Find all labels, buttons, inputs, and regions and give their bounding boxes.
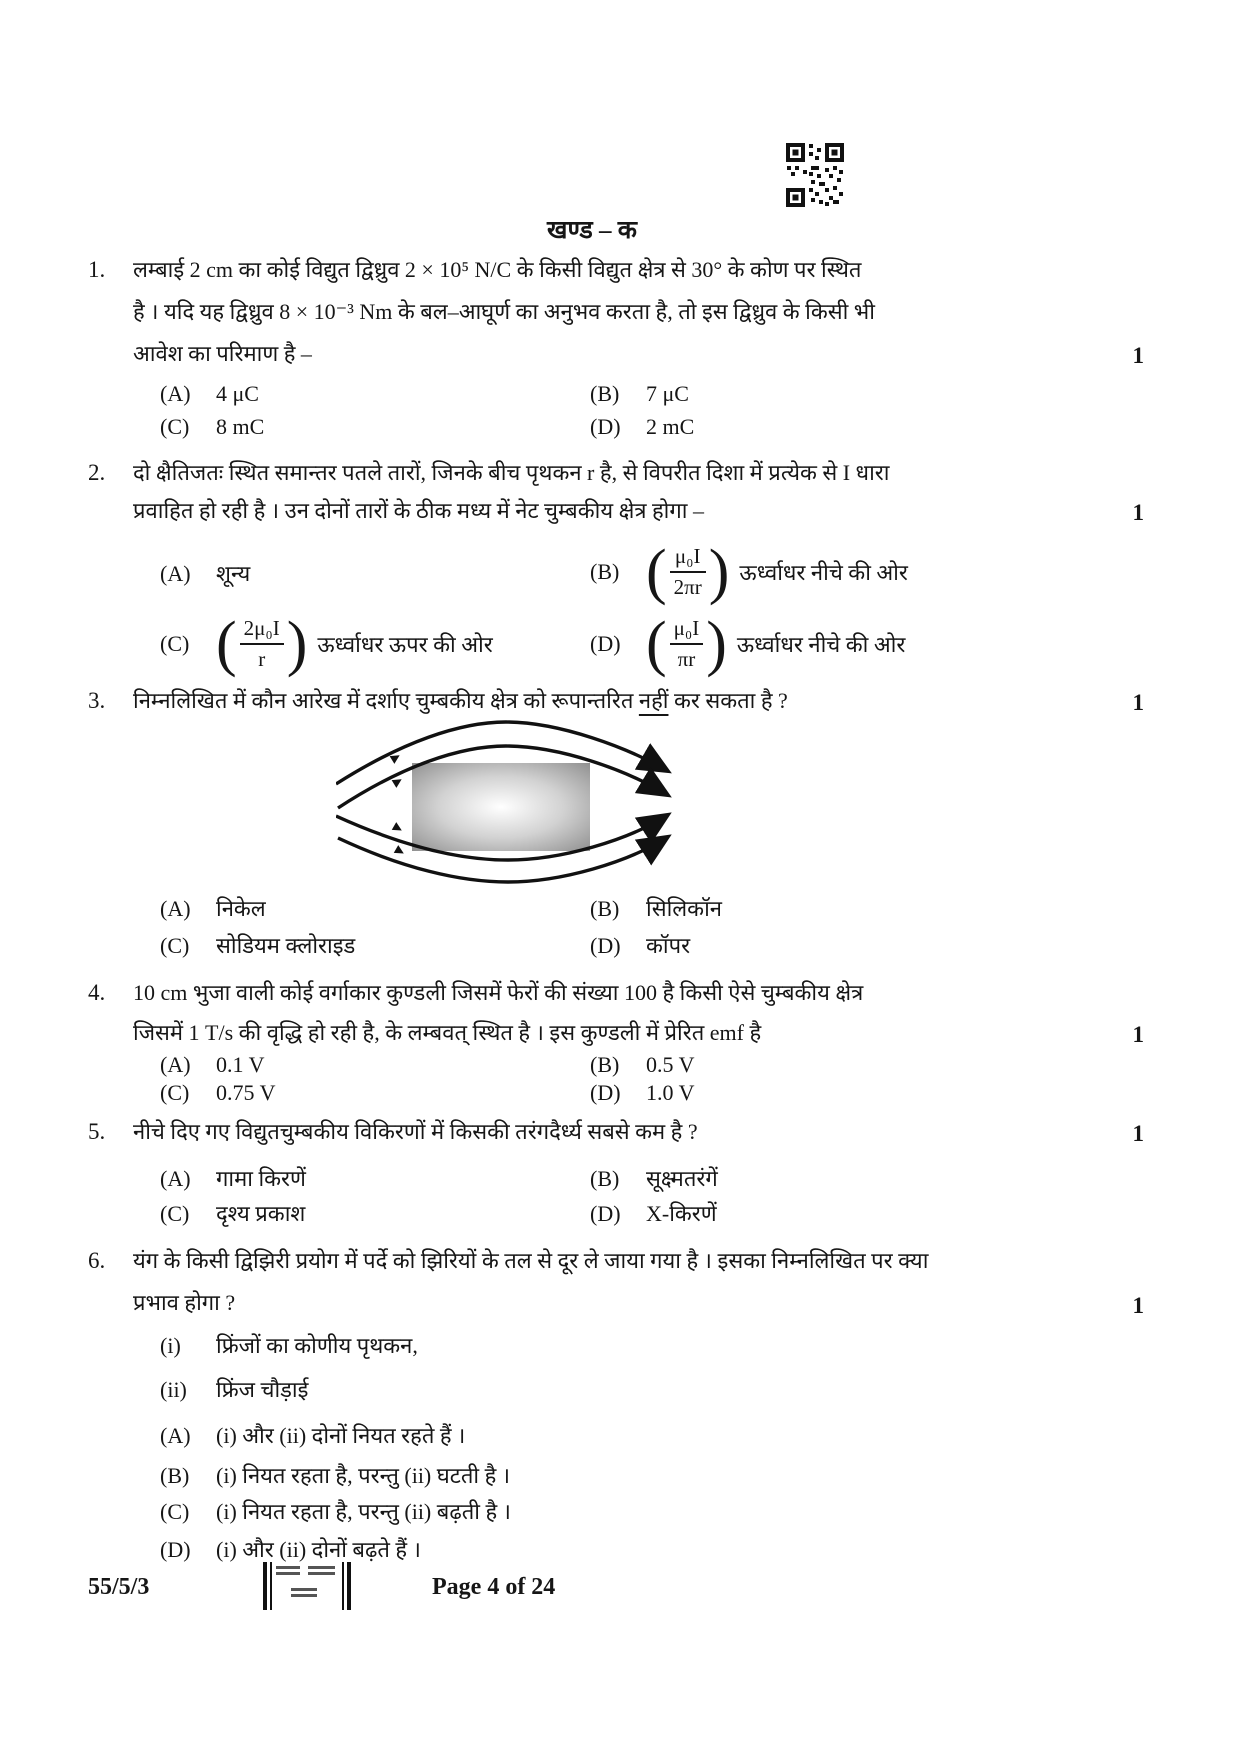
option-text: सिलिकॉन xyxy=(646,896,722,921)
option-text: ऊर्ध्वाधर नीचे की ओर xyxy=(739,560,908,585)
option-text: (i) और (ii) दोनों नियत रहते हैं । xyxy=(216,1423,466,1448)
option-label: (A) xyxy=(160,896,191,921)
question-3-marks: 1 xyxy=(1132,690,1144,715)
magnetic-field-figure xyxy=(336,718,672,890)
question-1-line: है । यदि यह द्विध्रुव 8 × 10⁻³ Nm के बल–आघूर्ण का अनुभव करता है, तो इस द्विध्रुव के किसी भी xyxy=(133,299,875,324)
question-5-option-d xyxy=(590,1198,717,1228)
question-3-text-before: निम्नलिखित में कौन आरेख में दर्शाए चुम्बकीय क्षेत्र को रूपान्तरित xyxy=(133,688,639,713)
option-label: (D) xyxy=(590,414,621,439)
option-label: (A) xyxy=(160,1166,191,1191)
option-label: (C) xyxy=(160,1080,190,1105)
question-3-number: 3. xyxy=(88,688,106,713)
option-text: (i) नियत रहता है, परन्तु (ii) बढ़ती है । xyxy=(216,1499,511,1524)
option-label: (C) xyxy=(160,1499,190,1524)
fraction-numerator: 2μ₀I xyxy=(240,616,284,645)
paper-code: 55/5/3 xyxy=(88,1574,150,1600)
subitem-label: (i) xyxy=(160,1333,181,1358)
option-label: (D) xyxy=(590,1080,621,1105)
option-text: 2 mC xyxy=(646,414,695,439)
option-text: ऊर्ध्वाधर ऊपर की ओर xyxy=(317,632,493,657)
option-text: गामा किरणें xyxy=(216,1166,306,1191)
question-6-subitem-i xyxy=(160,1330,418,1360)
option-text: दृश्य प्रकाश xyxy=(216,1201,306,1226)
option-label: (B) xyxy=(590,559,620,584)
right-parenthesis: ) xyxy=(706,609,727,678)
option-label: (A) xyxy=(160,381,191,406)
option-text: 4 μC xyxy=(216,381,259,406)
question-5-number: 5. xyxy=(88,1119,106,1144)
question-4-option-d xyxy=(590,1080,695,1106)
left-parenthesis: ( xyxy=(646,609,667,678)
fraction xyxy=(240,616,284,672)
question-4-line: जिसमें 1 T/s की वृद्धि हो रही है, के लम्बवत् स्थित है । इस कुण्डली में प्रेरित emf है xyxy=(133,1020,762,1045)
question-1-line: आवेश का परिमाण है – xyxy=(133,341,312,366)
option-label: (D) xyxy=(590,933,621,958)
gray-block xyxy=(412,763,590,851)
left-parenthesis: ( xyxy=(216,609,237,678)
option-label: (D) xyxy=(160,1537,191,1562)
question-6-line: यंग के किसी द्विझिरी प्रयोग में पर्दे को झिरियों के तल से दूर ले जाया गया है । इसका निम्नलिखित पर क्या xyxy=(133,1248,929,1273)
option-label: (B) xyxy=(160,1463,190,1488)
question-2-option-a xyxy=(160,558,250,588)
question-6-number: 6. xyxy=(88,1248,106,1273)
left-parenthesis: ( xyxy=(646,537,667,606)
question-4-option-c xyxy=(160,1080,276,1106)
question-6-marks: 1 xyxy=(1132,1293,1144,1318)
option-label: (C) xyxy=(160,414,190,439)
question-2-option-d xyxy=(590,602,905,686)
question-6-option-c xyxy=(160,1496,511,1526)
question-4-marks: 1 xyxy=(1132,1022,1144,1047)
option-text: सोडियम क्लोराइड xyxy=(216,933,356,958)
fraction-numerator: μ₀I xyxy=(670,544,706,573)
right-parenthesis: ) xyxy=(708,537,730,606)
question-6-option-d xyxy=(160,1534,421,1564)
option-label: (C) xyxy=(160,631,190,656)
option-label: (A) xyxy=(160,1423,191,1448)
subitem-text: फ्रिंज चौड़ाई xyxy=(216,1377,309,1402)
question-5-option-b xyxy=(590,1163,718,1193)
option-text: 0.1 V xyxy=(216,1052,265,1077)
question-1-option-c xyxy=(160,414,264,440)
question-4-option-a xyxy=(160,1052,265,1078)
option-text: 7 μC xyxy=(646,381,689,406)
option-label: (B) xyxy=(590,1052,620,1077)
option-label: (A) xyxy=(160,561,191,586)
question-4-option-b xyxy=(590,1052,695,1078)
question-6-line: प्रभाव होगा ? xyxy=(133,1290,236,1315)
question-4-line: 10 cm भुजा वाली कोई वर्गाकार कुण्डली जिसमें फेरों की संख्या 100 है किसी ऐसे चुम्बकीय क्षेत्र xyxy=(133,980,864,1005)
qr-code-icon xyxy=(785,142,845,208)
question-5-option-c xyxy=(160,1198,305,1228)
option-text: (i) और (ii) दोनों बढ़ते हैं । xyxy=(216,1537,421,1562)
option-text: 8 mC xyxy=(216,414,265,439)
question-2-line: प्रवाहित हो रही है । उन दोनों तारों के ठीक मध्य में नेट चुम्बकीय क्षेत्र होगा – xyxy=(133,498,704,523)
fraction xyxy=(670,544,706,600)
option-label: (B) xyxy=(590,896,620,921)
fraction-denominator: 2πr xyxy=(673,575,702,599)
question-4-number: 4. xyxy=(88,980,106,1005)
option-text: निकेल xyxy=(216,896,266,921)
question-3-text xyxy=(133,686,788,716)
option-text: 0.75 V xyxy=(216,1080,276,1105)
question-3-option-c xyxy=(160,930,355,960)
option-label: (C) xyxy=(160,933,190,958)
question-2-line: दो क्षैतिजतः स्थित समान्तर पतले तारों, जिनके बीच पृथकन r है, से विपरीत दिशा में प्रत्येक से I धारा xyxy=(133,460,890,485)
option-text: सूक्ष्मतरंगें xyxy=(646,1166,718,1191)
option-text: 1.0 V xyxy=(646,1080,695,1105)
fraction xyxy=(670,616,704,672)
question-3-underlined-word: नहीं xyxy=(638,688,669,713)
option-label: (B) xyxy=(590,1166,620,1191)
barcode-icon xyxy=(263,1562,351,1610)
question-3-option-b xyxy=(590,893,722,923)
option-label: (A) xyxy=(160,1052,191,1077)
option-text: शून्य xyxy=(216,561,251,586)
question-3-option-a xyxy=(160,893,266,923)
option-label: (D) xyxy=(590,1201,621,1226)
option-text: ऊर्ध्वाधर नीचे की ओर xyxy=(736,632,906,657)
question-2-number: 2. xyxy=(88,460,106,485)
option-text: 0.5 V xyxy=(646,1052,695,1077)
subitem-label: (ii) xyxy=(160,1377,187,1402)
option-text: कॉपर xyxy=(646,933,691,958)
right-parenthesis: ) xyxy=(286,609,308,678)
question-1-option-d xyxy=(590,414,694,440)
option-label: (B) xyxy=(590,381,620,406)
question-3-option-d xyxy=(590,930,690,960)
fraction-denominator: r xyxy=(258,647,266,671)
option-text: (i) नियत रहता है, परन्तु (ii) घटती है । xyxy=(216,1463,511,1488)
question-6-option-a xyxy=(160,1420,465,1450)
section-heading: खण्ड – क xyxy=(547,217,637,244)
question-1-number: 1. xyxy=(88,257,106,282)
question-1-marks: 1 xyxy=(1132,343,1144,368)
question-5-option-a xyxy=(160,1163,306,1193)
option-label: (D) xyxy=(590,631,621,656)
question-3-text-after: कर सकता है ? xyxy=(668,688,788,713)
option-text: X-किरणें xyxy=(646,1201,717,1226)
fraction-denominator: πr xyxy=(677,647,696,671)
page-number-label: Page 4 of 24 xyxy=(432,1574,556,1600)
subitem-text: फ्रिंजों का कोणीय पृथकन, xyxy=(216,1333,418,1358)
question-5-marks: 1 xyxy=(1132,1121,1144,1146)
option-label: (C) xyxy=(160,1201,190,1226)
question-1-option-a xyxy=(160,381,259,407)
question-1-line: लम्बाई 2 cm का कोई विद्युत द्विध्रुव 2 × 10⁵ N/C के किसी विद्युत क्षेत्र से 30° के कोण पर स्थित xyxy=(133,257,862,282)
question-6-subitem-ii xyxy=(160,1374,308,1404)
question-1-option-b xyxy=(590,381,689,407)
question-5-line: नीचे दिए गए विद्युतचुम्बकीय विकिरणों में किसकी तरंगदैर्ध्य सबसे कम है ? xyxy=(133,1119,698,1144)
question-2-marks: 1 xyxy=(1132,500,1144,525)
question-2-option-c xyxy=(160,602,493,686)
fraction-numerator: μ₀I xyxy=(670,616,704,645)
question-6-option-b xyxy=(160,1460,510,1490)
